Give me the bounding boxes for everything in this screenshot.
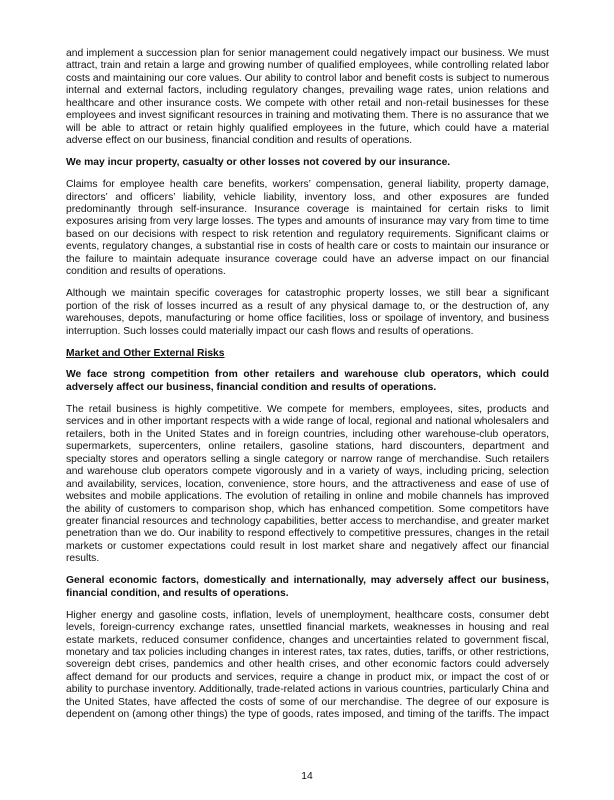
paragraph-self-insurance: Claims for employee health care benefits, workers’ compensation, general liability, property damage, directors’ and officers’ liability, vehicle liability, inventory loss, and other exposures are funded predominantly through self-insurance. Insurance coverage is maintained for certain risks to limit exposures arising from very large losses. The types and amounts of insurance may vary from time to time based on our decisions with respect to risk retention and regulatory requirements. Significant claims or events, regulatory changes, a substantial rise in costs of health care or costs to maintain our insurance or the failure to maintain adequate insurance coverage could have an adverse impact on our financial condition and results of operations. — [66, 179, 549, 278]
heading-economic-factors: General economic factors, domestically and internationally, may adversely affect our business, financial condition, and results of operations. — [66, 575, 549, 599]
document-page — [66, 48, 549, 731]
paragraph-competition: The retail business is highly competitive. We compete for members, employees, sites, products and services and in other important respects with a wide range of local, regional and national wholesalers and retailers, both in the United States and in foreign countries, including other warehouse-club operators, supermarkets, supercenters, online retailers, gasoline stations, hard discounters, department and specialty stores and operators selling a single category or narrow range of merchandise. Such retailers and warehouse club operators compete vigorously and in a variety of ways, including pricing, selection and availability, services, location, convenience, store hours, and the attractiveness and ease of use of websites and mobile applications. The evolution of retailing in online and mobile channels has improved the ability of customers to comparison shop, which has enhanced competition. Some competitors have greater financial resources and technology capabilities, better access to merchandise, and greater market penetration than we do. Our inability to respond effectively to competitive pressures, changes in the retail markets or customer expectations could result in lost market share and negatively affect our financial results. — [66, 403, 549, 565]
heading-insurance-losses: We may incur property, casualty or other losses not covered by our insurance. — [66, 157, 451, 169]
paragraph-catastrophic-losses: Although we maintain specific coverages for catastrophic property losses, we still bear a significant portion of the risk of losses incurred as a result of any physical damage to, or the destruction of, any warehouses, depots, manufacturing or home office facilities, loss or spoilage of inventory, and business interruption. Such losses could materially impact our cash flows and results of operations. — [66, 288, 549, 337]
paragraph-employees-continued: and implement a succession plan for senior management could negatively impact our business. We must attract, train and retain a large and growing number of qualified employees, while controlling related labor costs and maintaining our core values. Our ability to control labor and benefit costs is subject to numerous internal and external factors, including regulatory changes, prevailing wage rates, union relations and healthcare and other insurance costs. We compete with other retail and non-retail businesses for these employees and invest significant resources in training and motivating them. There is no assurance that we will be able to attract or retain highly qualified employees in the future, which could have a material adverse effect on our business, financial condition and results of operations. — [66, 48, 549, 147]
section-title-market-risks: Market and Other External Risks — [66, 347, 225, 359]
heading-competition: We face strong competition from other retailers and warehouse club operators, which could adversely affect our business, financial condition and results of operations. — [66, 369, 549, 393]
page-number: 14 — [301, 771, 313, 782]
paragraph-economic-factors: Higher energy and gasoline costs, inflation, levels of unemployment, healthcare costs, consumer debt levels, foreign-currency exchange rates, unsettled financial markets, weaknesses in housing and real estate markets, reduced consumer confidence, changes and uncertainties related to government fiscal, monetary and tax policies including changes in interest rates, tax rates, duties, tariffs, or other restrictions, sovereign debt crises, pandemics and other health crises, and other economic factors could adversely affect demand for our products and services, require a change in product mix, or impact the cost of or ability to purchase inventory. Additionally, trade-related actions in various countries, particularly China and the United States, have affected the costs of some of our merchandise. The degree of our exposure is dependent on (among other things) the type of goods, rates imposed, and timing of the tariffs. The impact — [66, 609, 549, 721]
